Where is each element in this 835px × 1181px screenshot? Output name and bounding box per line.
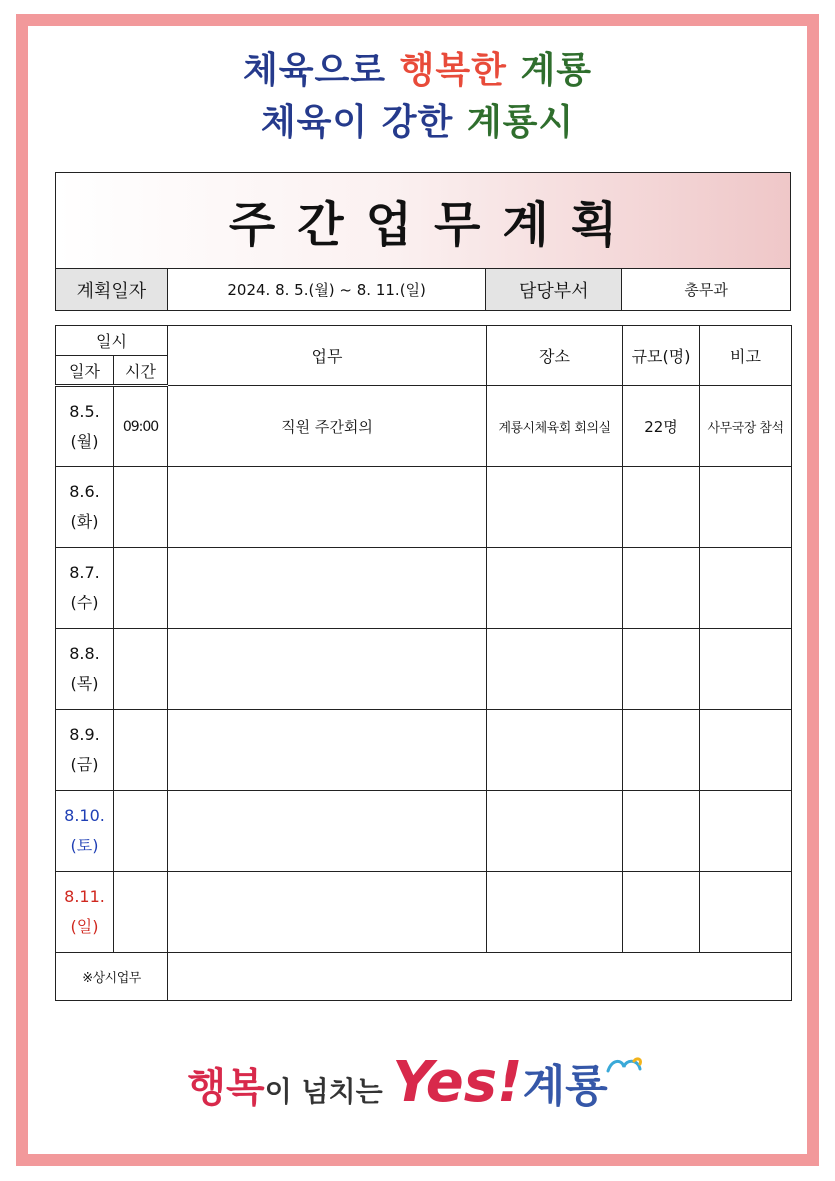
row-date (56, 629, 114, 710)
row-scale (623, 710, 700, 791)
plan-info-table (55, 268, 791, 311)
table-row (56, 467, 792, 548)
weekday-text: (토) (70, 836, 99, 855)
row-scale (623, 872, 700, 953)
row-task (168, 791, 487, 872)
logo-part: 행복 (187, 1065, 265, 1111)
date-text: 8.10. (64, 806, 105, 825)
routine-value (168, 953, 792, 1001)
logo-part: 이 넘치는 (264, 1075, 393, 1108)
header-datetime: 일시 (56, 326, 168, 356)
weekday-text: (일) (70, 917, 99, 936)
routine-row (56, 953, 792, 1001)
row-time (114, 872, 168, 953)
row-date (56, 386, 114, 467)
header-time: 시간 (114, 356, 168, 386)
row-task (168, 467, 487, 548)
header-place: 장소 (487, 326, 623, 386)
slogan-line-2 (0, 94, 835, 145)
row-time (114, 467, 168, 548)
slogan-part: 체육으로 (242, 50, 400, 91)
row-note (700, 467, 792, 548)
row-time (114, 710, 168, 791)
row-note (700, 710, 792, 791)
row-scale (623, 548, 700, 629)
slogan-part: 계룡 (506, 50, 593, 91)
weekday-text: (화) (70, 512, 99, 531)
slogan-part: 체육이 강한 (260, 102, 467, 143)
row-date (56, 548, 114, 629)
table-row (56, 791, 792, 872)
dept-value: 총무과 (622, 269, 791, 311)
date-text: 8.5. (69, 401, 100, 421)
row-scale (623, 467, 700, 548)
date-text: 8.11. (64, 887, 105, 906)
slogan-part: 행복한 (399, 50, 507, 91)
row-place (487, 872, 623, 953)
row-note (700, 872, 792, 953)
row-place: 계룡시체육회 회의실 (487, 386, 623, 467)
dept-label: 담당부서 (486, 269, 622, 311)
header-scale: 규모(명) (623, 326, 700, 386)
plan-date-label: 계획일자 (56, 269, 168, 311)
row-date (56, 467, 114, 548)
row-date (56, 710, 114, 791)
plan-date-value: 2024. 8. 5.(월) ~ 8. 11.(일) (167, 269, 486, 311)
weekday-text: (수) (70, 593, 99, 612)
header-date: 일자 (56, 356, 114, 386)
bottom-logo (0, 1050, 835, 1115)
date-text: 8.9. (69, 725, 100, 744)
title-banner (55, 172, 791, 268)
date-text: 8.6. (69, 482, 100, 501)
routine-label: ※상시업무 (56, 953, 168, 1001)
slogan-part: 계룡시 (466, 102, 575, 143)
row-note: 사무국장 참석 (700, 386, 792, 467)
row-scale (623, 791, 700, 872)
row-task (168, 872, 487, 953)
row-task (168, 629, 487, 710)
heart-icon (604, 1055, 644, 1079)
row-task: 직원 주간회의 (168, 386, 487, 467)
row-place (487, 629, 623, 710)
row-time (114, 791, 168, 872)
table-row (56, 548, 792, 629)
row-place (487, 467, 623, 548)
slogan-line-1 (0, 42, 835, 93)
row-place (487, 710, 623, 791)
logo-part: 계룡 (522, 1061, 608, 1112)
row-note (700, 791, 792, 872)
row-date-sunday (56, 872, 114, 953)
logo-part: Yes! (392, 1050, 523, 1115)
weekday-text: (금) (70, 755, 99, 774)
date-text: 8.7. (69, 563, 100, 582)
schedule-table (55, 325, 792, 1001)
table-row (56, 710, 792, 791)
header-task: 업무 (168, 326, 487, 386)
row-place (487, 791, 623, 872)
row-place (487, 548, 623, 629)
row-task (168, 710, 487, 791)
row-task (168, 548, 487, 629)
weekday-text: (목) (70, 674, 99, 693)
row-scale (623, 629, 700, 710)
table-row (56, 872, 792, 953)
row-note (700, 548, 792, 629)
weekday-text: (월) (70, 431, 99, 451)
date-text: 8.8. (69, 644, 100, 663)
header-note: 비고 (700, 326, 792, 386)
row-time (114, 629, 168, 710)
row-time (114, 548, 168, 629)
table-row (56, 629, 792, 710)
row-note (700, 629, 792, 710)
row-scale: 22명 (623, 386, 700, 467)
row-time: 09:00 (114, 386, 168, 467)
page-title: 주간업무계획 (228, 197, 640, 253)
row-date-saturday (56, 791, 114, 872)
table-row (56, 386, 792, 467)
